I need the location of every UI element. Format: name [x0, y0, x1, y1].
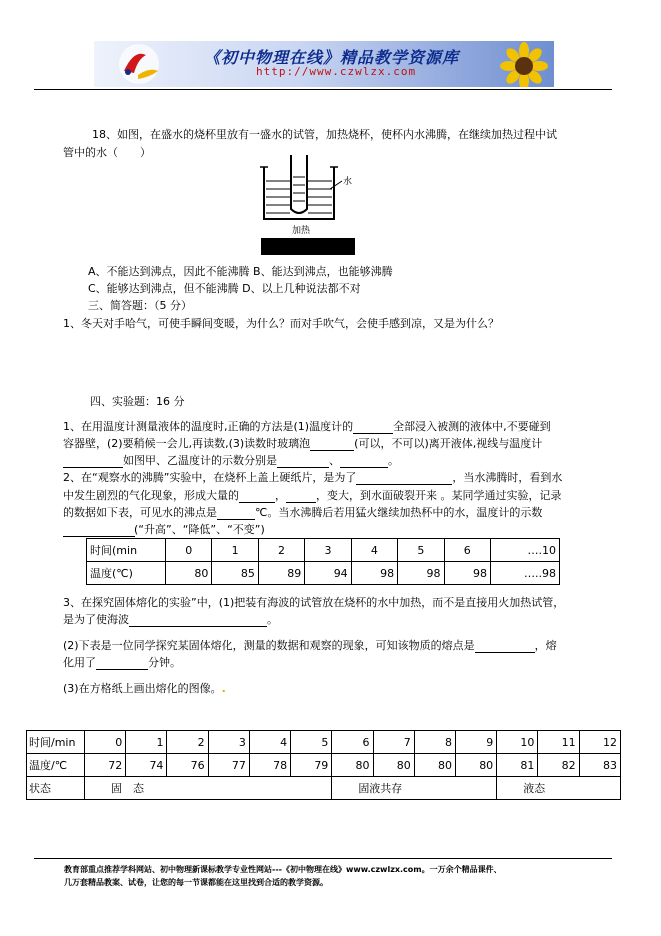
table-cell: 89 — [258, 562, 304, 585]
table-cell: 8 — [414, 731, 455, 754]
answer-blank[interactable] — [353, 422, 393, 434]
s4-q3-line5 — [63, 682, 226, 696]
section3-title: 三、简答题：（5 分） — [88, 299, 192, 312]
s4-q1-text-f: 、 — [329, 454, 340, 467]
table-cell: 1 — [126, 731, 167, 754]
table-cell: 94 — [305, 562, 351, 585]
table-cell: 81 — [497, 754, 538, 777]
table-cell: 78 — [249, 754, 290, 777]
table-row — [27, 754, 621, 777]
table-cell: 6 — [332, 731, 373, 754]
table-cell: 80 — [166, 562, 212, 585]
table-cell: 4 — [249, 731, 290, 754]
header-rule — [34, 89, 612, 90]
table-cell: 2 — [258, 539, 304, 562]
s4-q3-text-d: (2)下表是一位同学探究某固体熔化，测量的数据和观察的现象，可知该物质的熔点是 — [63, 639, 475, 652]
table-cell: 12 — [579, 731, 620, 754]
s4-q2-line2 — [63, 489, 562, 503]
s4-q2-text-f: 的数据如下表，可见水的沸点是 — [63, 506, 217, 519]
footer-line2: 几万套精品教案、试卷，让您的每一节课都能在这里找到合适的教学资源。 — [64, 878, 328, 887]
s4-q2-text-e: ，变大，到水面破裂开来 。某同学通过实验，记录 — [316, 489, 562, 502]
table-cell: 79 — [291, 754, 332, 777]
s4-q1-text-g: 。 — [388, 454, 399, 467]
s4-q3-line4 — [63, 656, 181, 670]
table-row-label: 状态 — [27, 777, 85, 800]
table-row — [27, 731, 621, 754]
table-cell: 9 — [455, 731, 496, 754]
fig-label-water: 水 — [343, 177, 353, 187]
table-cell: 76 — [167, 754, 208, 777]
table-cell: 7 — [373, 731, 414, 754]
table-cell: ….10 — [491, 539, 560, 562]
s4-q1-text-a: 1、在用温度计测量液体的温度时,正确的方法是(1)温度计的 — [63, 420, 354, 433]
table-row — [87, 562, 560, 585]
table-cell: 2 — [167, 731, 208, 754]
table-cell: 5 — [398, 539, 444, 562]
s4-q1-text-d: (可以，不可以)离开液体,视线与温度计 — [354, 437, 543, 450]
table-cell: 3 — [305, 539, 351, 562]
table-cell: 3 — [208, 731, 249, 754]
table-cell: 83 — [579, 754, 620, 777]
answer-blank[interactable] — [63, 456, 123, 468]
table-row-label: 温度(℃) — [87, 562, 166, 585]
table-cell: 85 — [212, 562, 258, 585]
answer-blank[interactable] — [96, 658, 148, 670]
answer-blank[interactable] — [286, 491, 316, 503]
s4-q3-text-e: ，熔 — [534, 639, 557, 652]
table-cell: 4 — [351, 539, 397, 562]
s4-q2-text-g: ℃。当水沸腾后若用猛火继续加热杯中的水，温度计的示数 — [255, 506, 543, 519]
table-cell: 98 — [398, 562, 444, 585]
state-liquid: 液态 — [497, 777, 621, 800]
s4-q2-line3 — [63, 506, 542, 520]
table-cell: …..98 — [491, 562, 560, 585]
section4-title: 四、实验题：16 分 — [90, 395, 185, 408]
banner-url: http://www.czwlzx.com — [256, 65, 417, 78]
table-cell: 80 — [332, 754, 373, 777]
boiling-data-table — [86, 538, 560, 585]
state-solid-liquid: 固液共存 — [332, 777, 497, 800]
s4-q3-line2 — [63, 613, 278, 627]
answer-blank[interactable] — [340, 456, 388, 468]
table-cell: 11 — [538, 731, 579, 754]
header-banner — [94, 41, 554, 87]
s4-q1-text-e: 如图甲、乙温度计的示数分别是 — [123, 454, 277, 467]
redaction-bar — [261, 238, 355, 255]
s4-q2-line4: (“升高”、“降低”、“不变”) — [134, 523, 265, 536]
s4-q1-text-c: 容器壁，(2)要稍候一会儿,再读数,(3)读数时玻璃泡 — [63, 437, 311, 450]
fig-label-heat: 加热 — [292, 226, 311, 236]
stray-dot: . — [221, 682, 226, 695]
s4-q2-text-b: ，当水沸腾时，看到水 — [452, 471, 563, 484]
table-cell: 0 — [166, 539, 212, 562]
answer-blank[interactable] — [129, 615, 267, 627]
melting-data-table — [26, 730, 621, 800]
q18-line2: 管中的水（ ） — [63, 146, 151, 159]
table-cell: 1 — [212, 539, 258, 562]
s4-q3-text-g: 分钟。 — [148, 656, 181, 669]
q18-line1: 18、如图，在盛水的烧杯里放有一盛水的试管，加热烧杯，使杯内水沸腾，在继续加热过程中试 — [92, 128, 557, 141]
table-row — [87, 539, 560, 562]
s4-q2-text-d: ， — [275, 489, 286, 502]
footer-rule — [34, 858, 612, 859]
s4-q3-line1: 3、在探究固体熔化的实验”中，(1)把装有海波的试管放在烧杯的水中加热，而不是直接用火加热试管， — [63, 596, 565, 609]
s4-q2-line1 — [63, 471, 562, 485]
table-cell: 72 — [85, 754, 126, 777]
s4-q3-text-f: 化用了 — [63, 656, 96, 669]
answer-blank[interactable] — [239, 491, 275, 503]
answer-blank[interactable] — [277, 456, 329, 468]
table-cell: 98 — [351, 562, 397, 585]
s4-q3-text-b: 是为了使海波 — [63, 613, 129, 626]
sunflower-icon — [494, 41, 554, 87]
s4-q1-line3 — [63, 454, 399, 468]
table-row-label: 温度/℃ — [27, 754, 85, 777]
s4-q1-line2 — [63, 437, 542, 451]
answer-blank[interactable] — [310, 439, 354, 451]
table-cell: 0 — [85, 731, 126, 754]
s4-q2-text-a: 2、在“观察水的沸腾”实验中，在烧杯上盖上硬纸片，是为了 — [63, 471, 357, 484]
answer-blank[interactable] — [356, 473, 452, 485]
q18-options-cd: C、能够达到沸点，但不能沸腾 D、以上几种说法都不对 — [88, 282, 361, 295]
s4-q2-text-c: 中发生剧烈的气化现象，形成大量的 — [63, 489, 239, 502]
table-cell: 10 — [497, 731, 538, 754]
table-cell: 98 — [444, 562, 490, 585]
table-cell: 74 — [126, 754, 167, 777]
s4-q1-text-b: 全部浸入被测的液体中,不要碰到 — [393, 420, 551, 433]
table-cell: 80 — [373, 754, 414, 777]
table-cell: 82 — [538, 754, 579, 777]
footer-line1: 教育部重点推荐学科网站、初中物理新课标教学专业性网站---《初中物理在线》www.czwlzx.com。一万余个精品课件、 — [64, 865, 502, 874]
s4-q3-text-h: (3)在方格纸上画出熔化的图像。 — [63, 682, 222, 695]
table-cell: 77 — [208, 754, 249, 777]
answer-blank[interactable] — [63, 536, 135, 537]
table-cell: 80 — [414, 754, 455, 777]
table-cell: 5 — [291, 731, 332, 754]
table-row — [27, 777, 621, 800]
table-row-label: 时间(min — [87, 539, 166, 562]
table-cell: 6 — [444, 539, 490, 562]
table-cell: 80 — [455, 754, 496, 777]
answer-blank[interactable] — [217, 508, 255, 520]
banner-title: 《初中物理在线》精品教学资源库 — [204, 48, 460, 67]
section3-q1: 1、冬天对手哈气，可使手瞬间变暖，为什么？而对手吹气，会使手感到凉，又是为什么？ — [63, 317, 499, 330]
table-row-label: 时间/min — [27, 731, 85, 754]
s4-q3-text-c: 。 — [267, 613, 278, 626]
state-solid: 固 态 — [85, 777, 332, 800]
q18-options-ab: A、不能达到沸点，因此不能沸腾 B、能达到沸点，也能够沸腾 — [88, 265, 393, 278]
s4-q3-line3 — [63, 639, 557, 653]
s4-q1-line1 — [63, 420, 551, 434]
logo-icon — [94, 41, 184, 87]
answer-blank[interactable] — [475, 641, 535, 653]
